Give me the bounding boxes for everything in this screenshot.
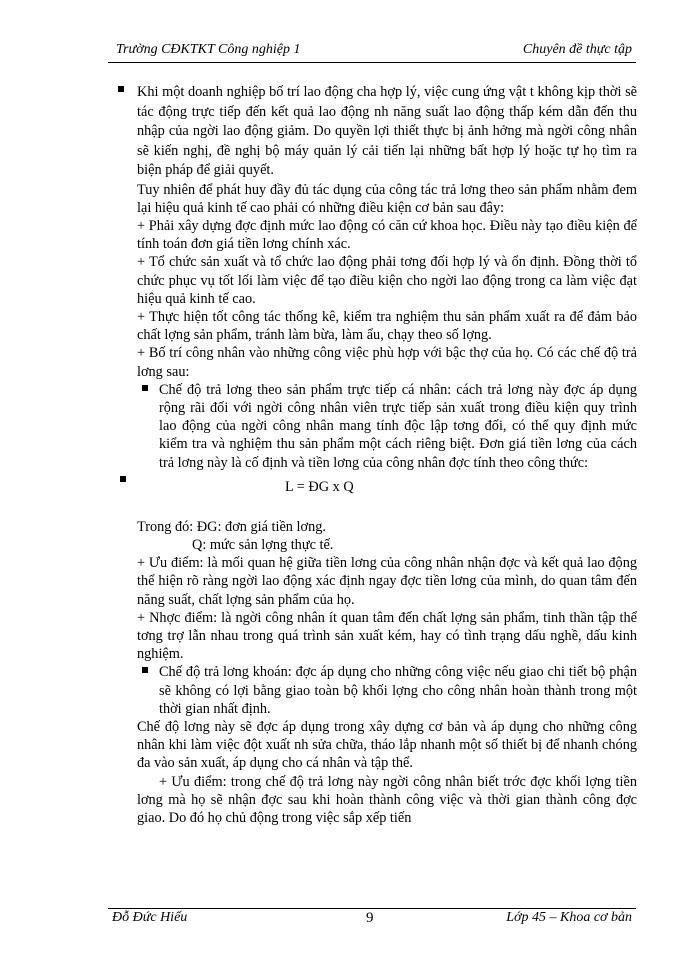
- paragraph-2: Tuy nhiên để phát huy đầy đủ tác dụng của công tác trả lơng theo sản phẩm nhằm đem lại hiệu quả kinh tế cao phải có những điều kiện cơ bản sau đây:: [137, 181, 637, 216]
- header-right: Chuyên đề thực tập: [522, 42, 632, 57]
- paragraph-9: Chế độ lơng này sẽ đợc áp dụng trong xây dựng cơ bản và áp dụng cho những công nhân khi làm việc đột xuất nh sửa chữa, tháo lắp nhanh một số thiết bị để nhanh chóng đa vào sản xuất, áp dụng cho cá nhân và tập thể.: [137, 718, 637, 772]
- page-number: 9: [366, 910, 374, 926]
- footer-author: Đỗ Đức Hiếu: [112, 910, 188, 925]
- footer-class: Lớp 45 – Khoa cơ bản: [506, 910, 632, 925]
- paragraph-4: + Tổ chức sản xuất và tổ chức lao động phải tơng đối hợp lý và ổn định. Đồng thời tổ chức phục vụ tốt lối làm việc để tạo điều kiện cho ngời lao động trong ca làm việc đạt hiệu quả kinh tế cao.: [137, 254, 637, 307]
- bullet-square-icon: [142, 385, 148, 391]
- bullet-square-icon: [118, 86, 124, 92]
- document-body: [137, 83, 637, 827]
- bullet-item-2: Chế độ trả lơng khoán: đợc áp dụng cho những công việc nếu giao chi tiết bộ phận sẽ không có lợi bằng giao toàn bộ khối lợng cho công nhân hoàn thành trong một thời gian nhất định.: [159, 663, 637, 718]
- formula: [137, 472, 637, 508]
- paragraph-10: + Ưu điểm: trong chế độ trả lơng này ngời công nhân biết trớc đợc khối lợng tiền lơng mà họ sẽ nhận đợc sau khi hoàn thành công việc và thời gian thành công đợc giao. Do đó họ chủ động trong việc sắp xếp tiến: [137, 773, 637, 826]
- paragraph-6: + Bố trí công nhân vào những công việc phù hợp với bậc thợ của họ. Có các chế độ trả lơng sau:: [137, 345, 637, 380]
- bullet-item-1: Chế độ trả lơng theo sản phẩm trực tiếp cá nhân: cách trả lơng này đợc áp dụng rộng rãi đối với ngời công nhân viên trực tiếp sản xuất trong điều kiện quy trình lao động của ngời công nhân mang tính độc lập tơng đối, có thể quy định mức kiểm tra và nghiệm thu sản phẩm một cách riêng biệt. Đơn giá tiền lơng của cách trả lơng này là cố định và tiền lơng của công nhân đợc tính theo công thức:: [159, 381, 637, 472]
- bullet-square-icon: [142, 667, 148, 673]
- header-left: Trường CĐKTKT Công nghiệp 1: [116, 42, 301, 57]
- where-line-2: Q: mức sản lợng thực tế.: [192, 536, 334, 553]
- paragraph-7: + Ưu điểm: là mối quan hệ giữa tiền lơng của công nhân nhận đợc và kết quả lao động thể hiện rõ ràng ngời lao động xác định ngay đợc tiền lơng của mình, do quan tâm đến năng suất, chất lợng sản phẩm của họ.: [137, 555, 637, 608]
- paragraph-3: + Phải xây dựng đợc định mức lao động có căn cứ khoa học. Điều này tạo điều kiện để tính toán đơn giá tiền lơng chính xác.: [137, 217, 637, 253]
- paragraph-1: Khi một doanh nghiệp bố trí lao động cha hợp lý, việc cung ứng vật t không kịp thời sẽ tác động trực tiếp đến kết quả lao động nh năng suất lao động thấp kém dẫn đến thu nhập của ngời lao động giảm. Do quyền lợi thiết thực bị ảnh hởng mà ngời công nhân sẽ kiến nghị, đề nghị bộ máy quản lý cải tiến lại những bất hợp lý hoặc tự họ tìm ra biện pháp để giải quyết.: [137, 83, 637, 181]
- page-header: [108, 42, 636, 63]
- paragraph-8: + Nhợc điểm: là ngời công nhân ít quan tâm đến chất lợng sản phẩm, tinh thần tập thể tơng trợ lẫn nhau trong quá trình sản xuất kém, hay có tình trạng dấu nghề, dấu kinh nghiệm.: [137, 609, 637, 663]
- paragraph-5: + Thực hiện tốt công tác thống kê, kiểm tra nghiệm thu sản phẩm xuất ra để đảm bảo chất lợng sản phẩm, tránh làm bừa, làm ẩu, chạy theo số lợng.: [137, 308, 637, 344]
- bullet-square-icon: [120, 476, 126, 482]
- page-footer: [108, 908, 636, 929]
- formula-text: L = ĐG x Q: [285, 478, 354, 495]
- where-line-1: Trong đó: ĐG: đơn giá tiền lơng.: [137, 518, 326, 535]
